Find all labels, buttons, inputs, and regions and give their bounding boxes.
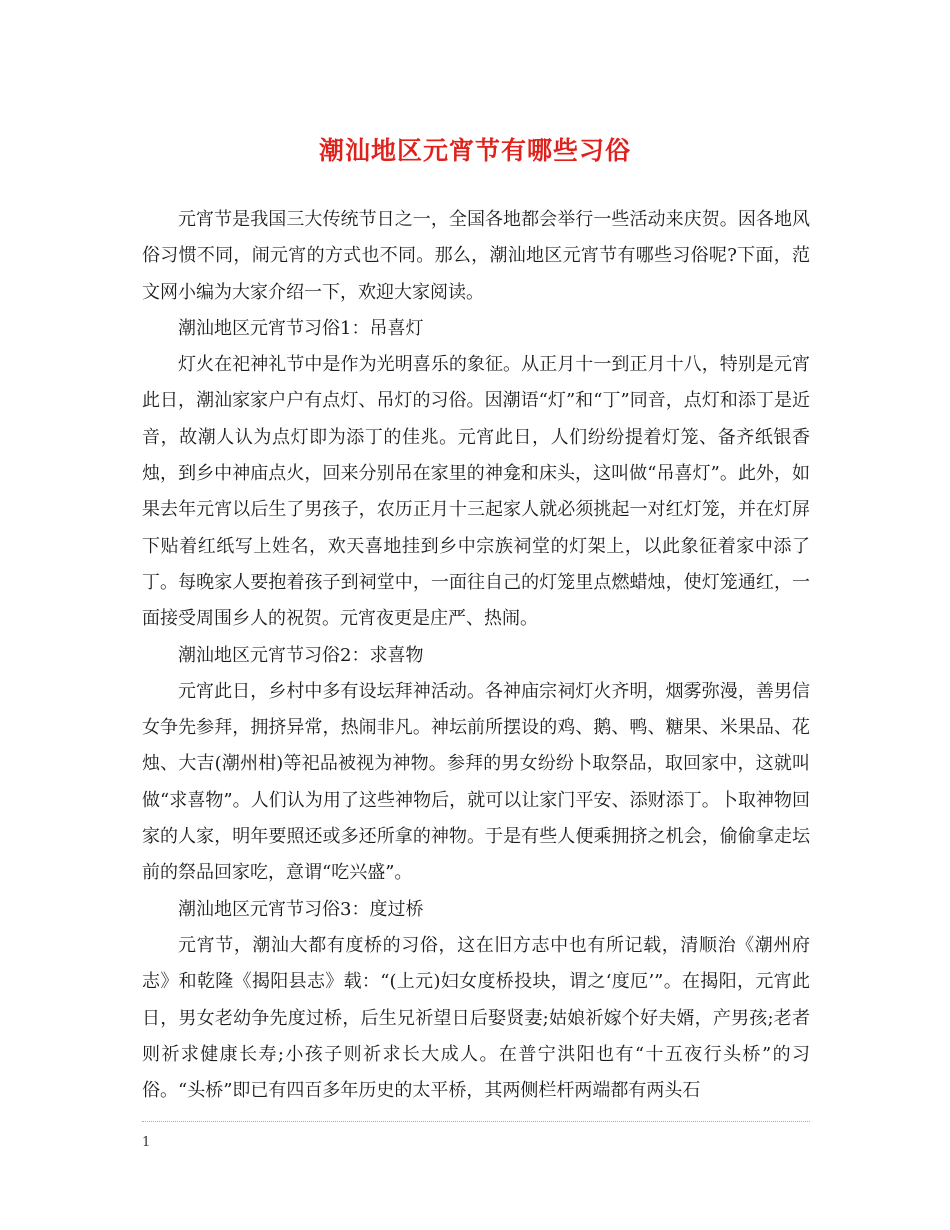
document-body [142, 202, 810, 1109]
section-paragraph-1: 灯火在祀神礼节中是作为光明喜乐的象征。从正月十一到正月十八，特别是元宵此日，潮汕家家户户有点灯、吊灯的习俗。因潮语“灯”和“丁”同音，点灯和添丁是近音，故潮人认为点灯即为添丁的佳兆。元宵此日，人们纷纷提着灯笼、备齐纸银香烛，到乡中神庙点火，回来分别吊在家里的神龛和床头，这叫做“吊喜灯”。此外，如果去年元宵以后生了男孩子，农历正月十三起家人就必须挑起一对红灯笼，并在灯屏下贴着红纸写上姓名，欢天喜地挂到乡中宗族祠堂的灯架上，以此象征着家中添了丁。每晚家人要抱着孩子到祠堂中，一面往自己的灯笼里点燃蜡烛，使灯笼通红，一面接受周围乡人的祝贺。元宵夜更是庄严、热闹。 [142, 354, 810, 630]
section-heading-3: 潮汕地区元宵节习俗3：度过桥 [178, 898, 424, 920]
document-title: 潮汕地区元宵节有哪些习俗 [318, 136, 631, 165]
footer-divider [142, 1121, 810, 1122]
intro-paragraph: 元宵节是我国三大传统节日之一，全国各地都会举行一些活动来庆贺。因各地风俗习惯不同，闹元宵的方式也不同。那么，潮汕地区元宵节有哪些习俗呢?下面，范文网小编为大家介绍一下，欢迎大家阅读。 [142, 209, 810, 303]
section-heading-2: 潮汕地区元宵节习俗2：求喜物 [178, 644, 424, 666]
section-paragraph-2: 元宵此日，乡村中多有设坛拜神活动。各神庙宗祠灯火齐明，烟雾弥漫，善男信女争先参拜，拥挤异常，热闹非凡。神坛前所摆设的鸡、鹅、鸭、糖果、米果品、花烛、大吉(潮州柑)等祀品被视为神物。参拜的男女纷纷卜取祭品，取回家中，这就叫做“求喜物”。人们认为用了这些神物后，就可以让家门平安、添财添丁。卜取神物回家的人家，明年要照还或多还所拿的神物。于是有些人便乘拥挤之机会，偷偷拿走坛前的祭品回家吃，意谓“吃兴盛”。 [142, 680, 810, 884]
page-number: 1 [142, 1135, 151, 1150]
section-heading-1: 潮汕地区元宵节习俗1：吊喜灯 [178, 317, 424, 339]
section-paragraph-3: 元宵节，潮汕大都有度桥的习俗，这在旧方志中也有所记载，清顺治《潮州府志》和乾隆《揭阳县志》载：“(上元)妇女度桥投块，谓之‘度厄’”。在揭阳，元宵此日，男女老幼争先度过桥，后生兄祈望日后娶贤妻;姑娘祈嫁个好夫婿，产男孩;老者则祈求健康长寿;小孩子则祈求长大成人。在普宁洪阳也有“十五夜行头桥”的习俗。“头桥”即已有四百多年历史的太平桥，其两侧栏杆两端都有两头石 [142, 934, 811, 1102]
